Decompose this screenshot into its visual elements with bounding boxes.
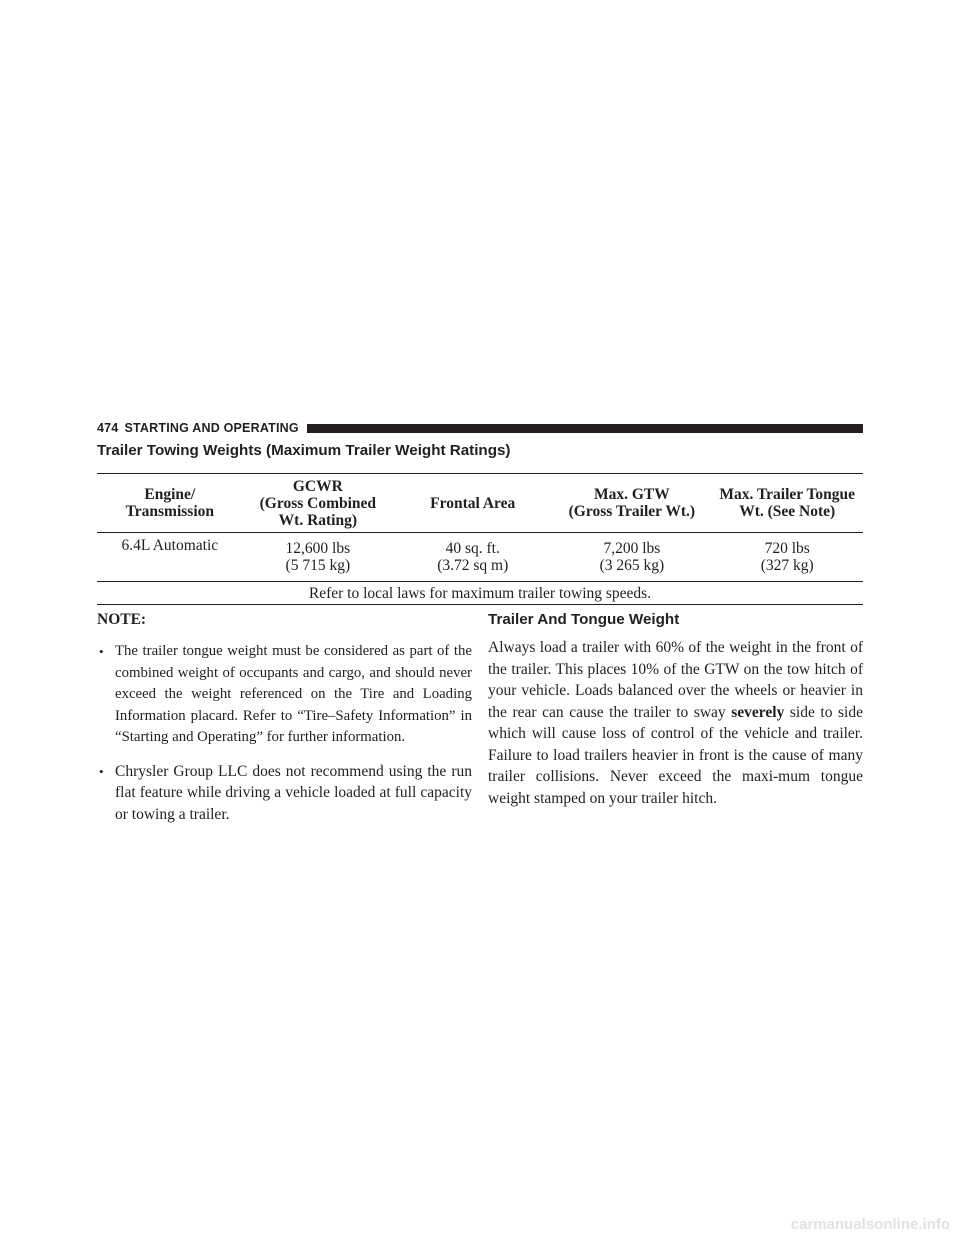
column-header-line: (Gross Trailer Wt.) (568, 503, 696, 520)
column-header-frontal-area (393, 474, 552, 533)
column-header-line: Max. GTW (593, 486, 670, 503)
cell-line: 40 sq. ft. (445, 540, 500, 557)
table-row (97, 533, 863, 582)
note-bullet-text: The trailer tongue weight must be considered as part of the combined weight of occupants and cargo, and should never exceed the weight referenced on the Tire and Loading Information placard. Refer to “Tire–Safety Information” in “Starting and Operating” for further information. (115, 643, 472, 745)
paragraph-text: Always load a trailer with 60% of the weight in the front of the trailer. This places 10% of the GTW on the tow hitch of your vehicle. Loads balanced over the wheels or heavier in the rear can cause the trailer to sway (488, 639, 863, 721)
column-header-line: Max. Trailer Tongue (719, 486, 856, 503)
column-header-engine (97, 474, 243, 533)
note-bullet-text: Chrysler Group LLC does not recommend using the run flat feature while driving a vehicle loaded at full capacity or towing a trailer. (115, 762, 472, 823)
column-header-line: Engine/ (144, 486, 196, 503)
column-header-line: Transmission (125, 503, 215, 520)
cell-line: (327 kg) (760, 557, 814, 574)
table-cell-engine (97, 533, 243, 582)
table-cell-max-gtw (552, 533, 711, 582)
table-cell-gcwr (243, 533, 394, 582)
paragraph-text: side to side which will cause loss of control of the vehicle and trailer. Failure to load trailers heavier in front is the cause of many trailer collisions. Never exceed the maxi-mum tongue weight stamped on your trailer hitch. (488, 703, 863, 807)
table-footnote: Refer to local laws for maximum trailer towing speeds. (97, 582, 863, 605)
table-cell-frontal-area (393, 533, 552, 582)
tongue-weight-heading: Trailer And Tongue Weight (488, 611, 680, 628)
cell-line: 12,600 lbs (285, 540, 351, 557)
note-bullet (97, 761, 472, 826)
note-bullet (97, 641, 472, 749)
tongue-weight-column (488, 609, 863, 809)
note-column (97, 609, 472, 837)
column-header-max-tongue (711, 474, 863, 533)
cell-line: (3.72 sq m) (437, 557, 509, 574)
column-header-max-gtw (552, 474, 711, 533)
table-header-row (97, 474, 863, 533)
column-header-line: Wt. (See Note) (739, 503, 836, 520)
note-label: NOTE: (97, 611, 147, 628)
column-header-line: Frontal Area (430, 494, 516, 512)
table-heading: Trailer Towing Weights (Maximum Trailer Weight Ratings) (97, 442, 511, 459)
column-header-line: GCWR (292, 477, 343, 495)
cell-line: (3 265 kg) (599, 557, 665, 574)
section-title: STARTING AND OPERATING (124, 421, 299, 435)
cell-line: 720 lbs (764, 540, 810, 557)
cell-line: 6.4L Automatic (121, 537, 219, 554)
page-header (97, 418, 863, 438)
bullet-icon: • (99, 763, 104, 779)
towing-weights-table (97, 473, 863, 605)
column-header-line: Wt. Rating) (278, 511, 358, 529)
tongue-weight-paragraph (488, 637, 863, 809)
cell-line: 7,200 lbs (603, 540, 661, 557)
cell-line: (5 715 kg) (285, 557, 351, 574)
page-number: 474 (97, 421, 119, 435)
paragraph-emphasis: severely (731, 703, 785, 721)
table-footnote-row (97, 582, 863, 605)
column-header-line: (Gross Combined (259, 494, 377, 512)
watermark: carmanualsonline.info (790, 1216, 950, 1233)
table-cell-max-tongue (711, 533, 863, 582)
header-rule (307, 424, 863, 433)
column-header-gcwr (243, 474, 394, 533)
bullet-icon: • (99, 644, 104, 659)
